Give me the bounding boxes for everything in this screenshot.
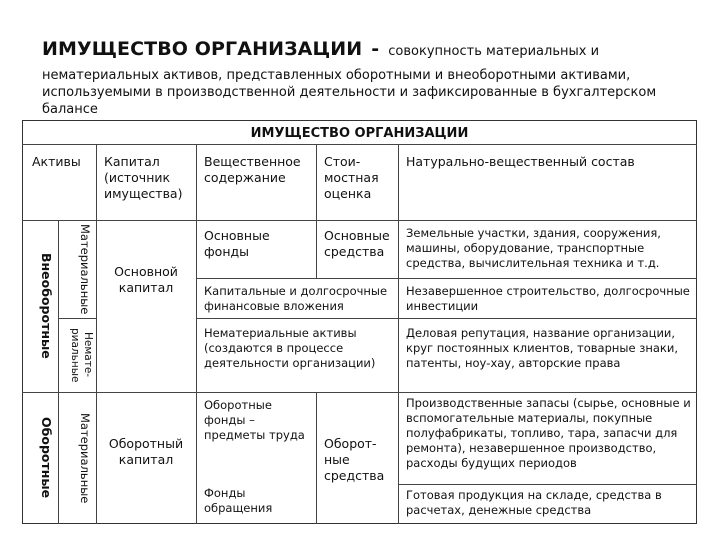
header-valuation: Стои-мостная оценка [324,154,379,201]
header-capital: Капитал (источник имущества) [104,154,183,201]
capital-working: Оборотный капитал [108,436,184,467]
group-current: Оборотные [39,417,54,499]
row-circulation-funds: Фонды обращения [204,486,273,515]
header-composition: Натурально-вещественный состав [406,154,635,169]
header-assets: Активы [32,154,81,169]
row-working-funds-comp: Производственные запасы (сырье, основные и вспомогательные материалы, покупные полуфабрикаты, топливо, тара, запасчи для ремонта), незавершенное производство, расходы будущих периодов [406,396,691,470]
col-sep-2 [196,144,197,524]
row-divider-3 [196,392,697,393]
row-working-funds: Оборотные фонды – предметы труда [204,398,305,442]
col-sep-group [96,220,97,524]
row-circulation-comp: Готовая продукция на складе, средства в расчетах, денежные средства [406,488,662,517]
row-intangible-comp: Деловая репутация, название организации, круг постоянных клиентов, товарные знаки, патенты, ноу-хау, авторские права [406,326,678,370]
row-intangible-assets: Нематериальные активы (создаются в процессе деятельности организации) [204,326,376,370]
capital-fixed: Основной капитал [114,264,178,295]
header-content: Вещественное содержание [204,154,301,185]
row-investments: Капитальные и долгосрочные финансовые вложения [204,284,388,313]
definition-line2: нематериальных активов, представленных оборотными и внеоборотными активами, [42,68,631,83]
title-block [42,34,702,118]
row-divider-2 [196,318,697,319]
group-divider [22,392,196,393]
row-fixed-funds: Основные фонды [204,228,270,259]
definition-line4: балансе [42,102,98,117]
group-noncurrent: Внеоборотные [39,253,54,359]
col-sep-4 [398,144,399,524]
intangible-group: Немате-риальные [69,327,94,383]
col-sep-1 [96,144,97,220]
row-investments-comp: Незавершенное строительство, долгосрочные инвестиции [406,284,690,313]
material-divider [58,318,96,319]
material-noncurrent: Материальные [78,224,92,315]
material-current: Материальные [78,412,92,504]
definition-line3: используемыми в производственной деятельности и зафиксированные в бухгалтерском [42,85,657,100]
page-title: ИМУЩЕСТВО ОРГАНИЗАЦИИ [42,38,363,60]
row-divider-4 [398,484,697,485]
row-fixed-assets-val: Основные средства [324,228,390,259]
col-sep-3a [316,144,317,278]
title-dash: - [371,38,380,60]
header-divider [22,220,697,221]
col-sep-type [58,220,59,524]
row-working-assets-val: Оборот-ные средства [324,436,385,483]
row-divider-1 [196,278,697,279]
definition-part1: совокупность материальных и [388,44,600,59]
table-caption: ИМУЩЕСТВО ОРГАНИЗАЦИИ [250,126,469,141]
col-sep-3b [316,392,317,524]
caption-divider [22,144,697,145]
row-fixed-assets-comp: Земельные участки, здания, сооружения, машины, оборудование, транспортные средства, вычислительная техника и т.д. [406,226,661,270]
